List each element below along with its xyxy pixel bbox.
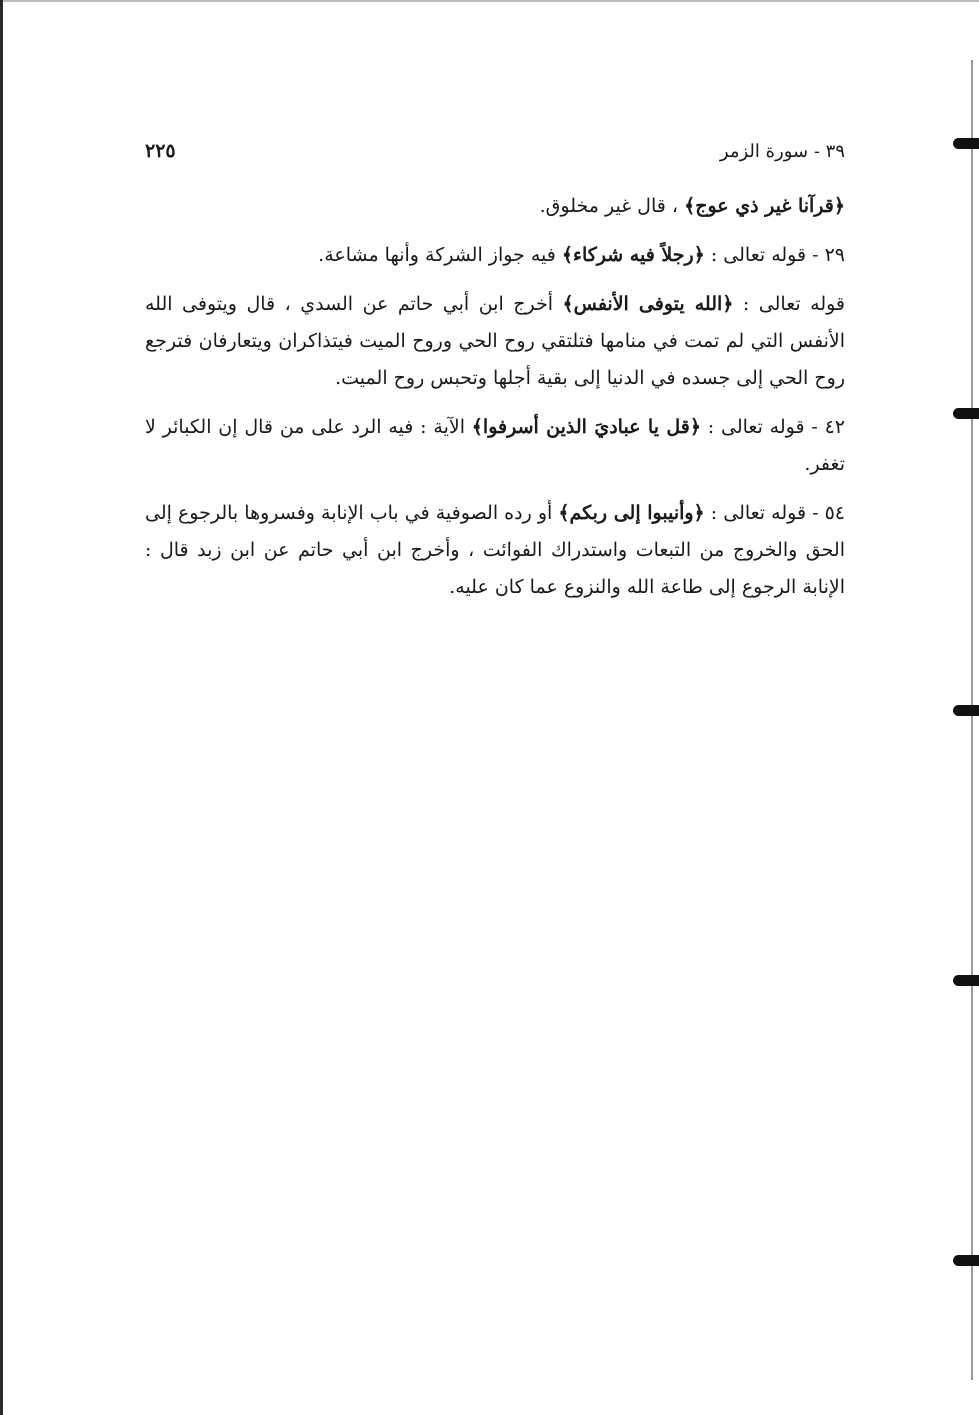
paragraph-1 (145, 188, 845, 225)
surah-title: ٣٩ - سورة الزمر (719, 141, 845, 162)
binder-mark (953, 975, 979, 986)
verse-prefix: ٤٢ - قوله تعالى : (700, 416, 845, 438)
running-header (145, 140, 845, 170)
paragraph-5 (145, 495, 845, 606)
paragraph-text: أو رده الصوفية في باب الإنابة وفسروها بالرجوع إلى الحق والخروج من التبعات واستدراك الفوائت ، وأخرج ابن أبي حاتم عن ابن زبد قال : الإنابة الرجوع إلى طاعة الله والنزوع عما كان عليه. (145, 502, 845, 598)
paragraph-2 (145, 237, 845, 274)
binder-mark (953, 138, 979, 149)
verse-prefix: ٢٩ - قوله تعالى : (704, 244, 845, 266)
scan-right-edge (971, 60, 973, 1380)
page-body (145, 140, 845, 618)
paragraph-4 (145, 409, 845, 483)
scan-left-edge (0, 0, 3, 1415)
verse-prefix: ٥٤ - قوله تعالى : (704, 502, 845, 524)
quran-quote: ﴿الله يتوفى الأنفس﴾ (562, 293, 734, 315)
paragraph-text: فيه جواز الشركة وأنها مشاعة. (318, 244, 562, 266)
paragraph-3 (145, 286, 845, 397)
verse-prefix: قوله تعالى : (733, 293, 846, 315)
binder-mark (953, 408, 979, 419)
paragraph-text: ، قال غير مخلوق. (539, 195, 685, 217)
quran-quote: ﴿قل يا عباديَ الذين أسرفوا﴾ (471, 416, 701, 438)
quran-quote: ﴿رجلاً فيه شركاء﴾ (561, 244, 705, 266)
paragraph-text: الآية : فيه الرد على من قال إن الكبائر لا تغفر. (145, 416, 845, 475)
scan-top-edge (0, 0, 979, 2)
binder-mark (953, 705, 979, 716)
page-number: ٢٢٥ (145, 140, 176, 162)
binder-mark (953, 1255, 979, 1266)
quran-quote: ﴿قرآنا غير ذي عوج﴾ (684, 195, 845, 217)
quran-quote: ﴿وأنيبوا إلى ربكم﴾ (558, 502, 705, 524)
paragraph-text: أخرج ابن أبي حاتم عن السدي ، قال ويتوفى الله الأنفس التي لم تمت في منامها فتلتقي روح الحي وروح الميت فيتذاكران ويتعارفان فترجع روح الحي إلى جسده في الدنيا إلى بقية أجلها وتحبس روح الميت. (145, 293, 845, 389)
